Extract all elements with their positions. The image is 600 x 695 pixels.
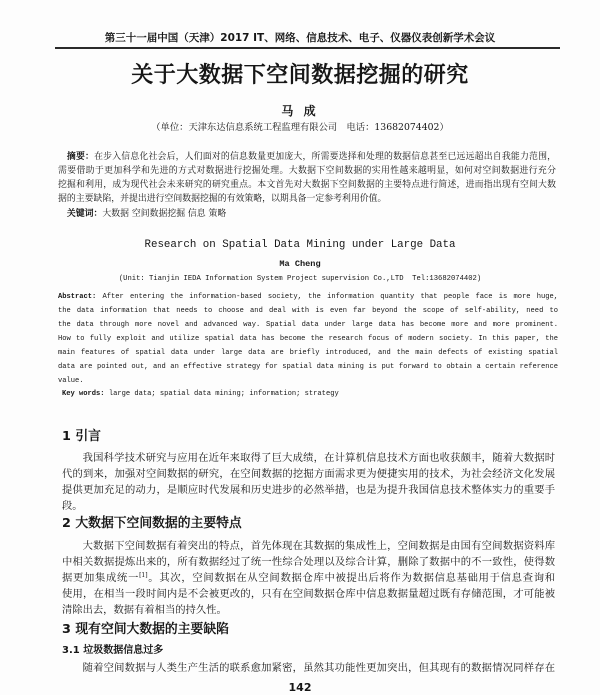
abstract-label: 摘要： bbox=[66, 152, 95, 162]
section-heading: 3 现有空间大数据的主要缺陷 bbox=[62, 622, 229, 637]
text-line: 随着空间数据与人类生产生活的联系愈加紧密，虽然其功能性更加突出，但其现有的数据情况同样存在 bbox=[82, 662, 555, 674]
subsection-heading: 3.1 垃圾数据信息过多 bbox=[62, 645, 164, 656]
keywords-text: large data; spatial data mining; information; strategy bbox=[104, 390, 339, 398]
abstract-line: How to fully exploit and utilize spatial data has become the research focus of modern society. In this paper, the bbox=[58, 335, 558, 343]
author-affiliation: （单位：天津东达信息系统工程监理有限公司 电话：13682074402） bbox=[151, 122, 449, 133]
text-line: 提供更加充足的动力，是顺应时代发展和历史进步的必然举措，也是为提升我国信息技术整体实力的重要手 bbox=[62, 484, 555, 496]
paper-title-en: Research on Spatial Data Mining under Large Data bbox=[144, 239, 456, 251]
abstract-line: value. bbox=[58, 377, 84, 385]
abstract-line bbox=[58, 150, 556, 164]
text-line bbox=[62, 570, 555, 586]
abstract-label: Abstract: bbox=[58, 293, 97, 301]
citation-ref: [1] bbox=[139, 572, 148, 579]
keywords-label: Key words: bbox=[62, 390, 105, 398]
author-name-en: Ma Cheng bbox=[279, 259, 321, 269]
header-rule bbox=[55, 47, 560, 49]
keywords-cn bbox=[58, 207, 556, 221]
section-body bbox=[62, 450, 555, 514]
section-heading: 1 引言 bbox=[62, 429, 101, 444]
text-line: 大数据下空间数据有着突出的特点，首先体现在其数据的集成性上，空间数据是由国有空间数据资料库 bbox=[82, 540, 555, 552]
text-line: 清除出去，数据有着相当的持久性。 bbox=[62, 604, 227, 616]
author-affiliation-en: (Unit: Tianjin IEDA Information System Project supervision Co.,LTD Tel:13682074402) bbox=[118, 275, 482, 283]
keywords-label: 关键词： bbox=[66, 209, 103, 219]
paper-title: 关于大数据下空间数据挖掘的研究 bbox=[131, 63, 469, 88]
section-body bbox=[62, 660, 555, 676]
conference-header: 第三十一届中国（天津）2017 IT、网络、信息技术、电子、仪器仪表创新学术会议 bbox=[104, 32, 496, 44]
text-fragment: 据更加集成统一 bbox=[62, 572, 140, 584]
text-line: 使用，在相当一段时间内是不会被更改的，只有在空间数据仓库中信息数据量超过既有存储范围，才可能被 bbox=[62, 588, 555, 600]
text-fragment: 。其次，空间数据在从空间数据仓库中被提出后将作为数据信息基础用于信息查询和 bbox=[147, 572, 555, 584]
abstract-line bbox=[58, 290, 558, 304]
section-heading: 2 大数据下空间数据的主要特点 bbox=[62, 516, 242, 531]
abstract-line: 需要借助于更加科学和先进的方式对数据进行挖掘处理。大数据下空间数据的实用性越来越明显，如何对空间数据进行充分 bbox=[58, 166, 556, 176]
abstract-en bbox=[58, 290, 558, 388]
abstract-line: 挖掘和利用，成为现代社会未来研究的研究重点。本文首先对大数据下空间数据的主要特点进行简述，进而指出现有空间大数 bbox=[58, 180, 556, 190]
keywords-text: 大数据 空间数据挖掘 信息 策略 bbox=[102, 209, 227, 219]
abstract-line: main features of spatial data under large data are briefly introduced, and the main defects of existing spatial bbox=[58, 349, 558, 357]
author-name: 马 成 bbox=[281, 104, 319, 118]
section-body bbox=[62, 538, 555, 618]
text-line: 段。 bbox=[62, 500, 83, 512]
page-number: 142 bbox=[288, 681, 312, 694]
keywords-en bbox=[62, 387, 558, 401]
text-line: 我国科学技术研究与应用在近年来取得了巨大成绩，在计算机信息技术方面也收获颇丰，随着大数据时 bbox=[82, 452, 555, 464]
abstract-cn bbox=[58, 150, 556, 206]
abstract-line: data are pointed out, and an effective strategy for spatial data mining is put forward to obtain a certain reference bbox=[58, 363, 558, 371]
text-line: 中相关数据提炼出来的，所有数据经过了统一性综合处理以及综合计算，删除了数据中的不一致性，使得数 bbox=[62, 556, 555, 568]
abstract-line: the data through more novel and advanced way. Spatial data under large data has become more and more prominent. bbox=[58, 321, 558, 329]
text-line: 代的到来，加强对空间数据的研究，在空间数据的挖掘方面需求更为便捷实用的技术，为社会经济文化发展 bbox=[62, 468, 555, 480]
abstract-text: After entering the information-based society, the information quantity that people face is more huge, bbox=[96, 293, 558, 301]
abstract-text: 在步入信息化社会后，人们面对的信息数量更加庞大，所需要选择和处理的数据信息甚至已远远超出自我能力范围， bbox=[94, 152, 556, 162]
abstract-line: 据的主要缺陷，并提出进行空间数据挖掘的有效策略，以期具备一定参考利用价值。 bbox=[58, 194, 387, 204]
abstract-line: the data information that needs to choose and deal with is even far beyond the scope of self-ability, need to bbox=[58, 307, 558, 315]
